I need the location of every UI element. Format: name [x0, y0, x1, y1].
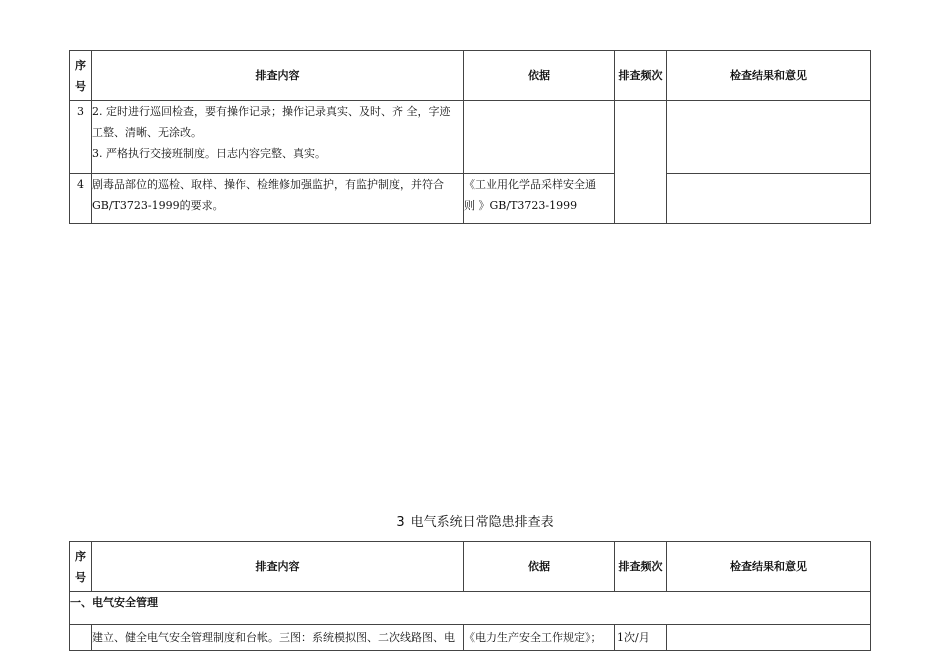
row-frequency: [615, 101, 667, 224]
section-title: [0, 511, 950, 530]
content-line: 剧毒品部位的巡检、取样、操作、检维修加强监护，有监护制度，并符合: [92, 178, 444, 191]
row-content: [92, 625, 464, 651]
frequency-value: 1次/月: [617, 631, 650, 644]
section-heading: 一、电气安全管理: [70, 592, 871, 625]
inspection-table-1: [69, 50, 871, 224]
row-result: [667, 625, 871, 651]
row-basis: [464, 101, 615, 174]
basis-line: 《工业用化学品采样安全通: [464, 178, 596, 191]
header-basis: 依据: [464, 542, 615, 592]
row-content: [92, 174, 464, 224]
title-number: 3: [396, 515, 405, 530]
inspection-table-2: [69, 541, 871, 651]
content-line: 3. 严格执行交接班制度。日志内容完整、真实。: [92, 147, 326, 160]
content-line: 建立、健全电气安全管理制度和台帐。三图：系统模拟图、二次线路图、电: [92, 631, 455, 644]
header-result: 检查结果和意见: [667, 542, 871, 592]
row-result: [667, 101, 871, 174]
header-frequency: 排查频次: [615, 51, 667, 101]
header-seq: 序 号: [70, 51, 92, 101]
row-result: [667, 174, 871, 224]
header-seq: 序 号: [70, 542, 92, 592]
header-result: 检查结果和意见: [667, 51, 871, 101]
header-frequency: 排查频次: [615, 542, 667, 592]
row-number: 3: [70, 101, 92, 174]
header-content: 排查内容: [92, 542, 464, 592]
row-basis: [464, 174, 615, 224]
row-number: [70, 625, 92, 651]
header-content: 排查内容: [92, 51, 464, 101]
content-line: GB/T3723-1999的要求。: [92, 199, 224, 212]
basis-line: 则 》GB/T3723-1999: [464, 199, 578, 212]
row-basis: [464, 625, 615, 651]
title-text: 电气系统日常隐患排查表: [410, 515, 554, 530]
row-frequency: [615, 625, 667, 651]
content-line: 工整、清晰、无涂改。: [92, 126, 202, 139]
header-basis: 依据: [464, 51, 615, 101]
row-content: [92, 101, 464, 174]
content-line: 2. 定时进行巡回检查，要有操作记录；操作记录真实、及时、齐 全，字迹: [92, 105, 451, 118]
basis-line: 《电力生产安全工作规定》；: [464, 631, 602, 644]
row-number: 4: [70, 174, 92, 224]
